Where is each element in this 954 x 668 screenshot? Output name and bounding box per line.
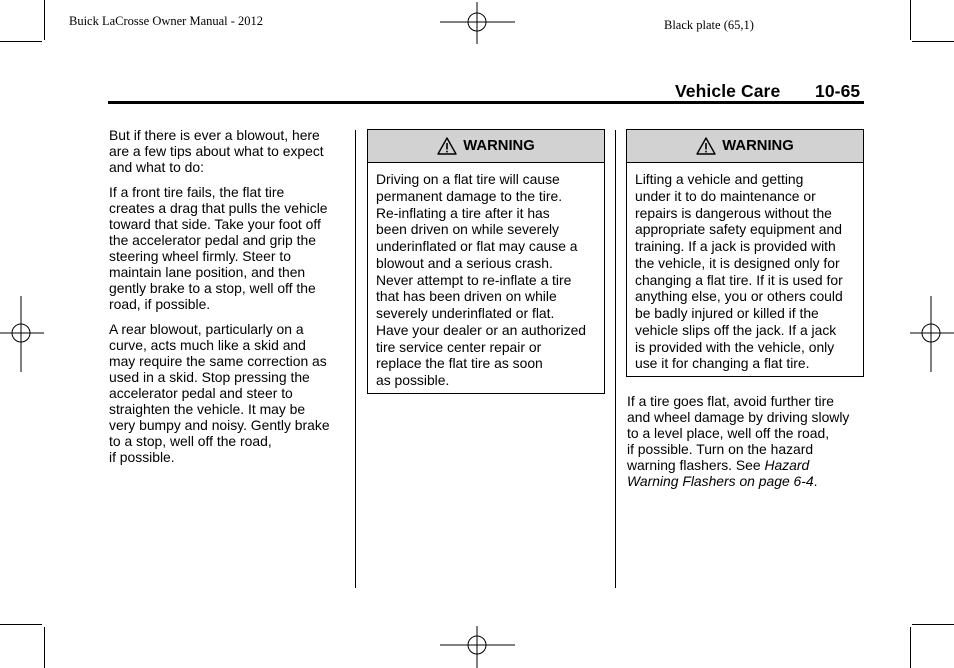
cross-reference-link[interactable]: Hazard	[764, 457, 810, 473]
warning-label: WARNING	[463, 138, 535, 154]
warning-box-2	[626, 129, 864, 377]
warning-label: WARNING	[722, 138, 794, 154]
crop-mark	[44, 627, 45, 668]
registration-mark-bottom	[440, 626, 515, 668]
warning-header	[368, 130, 604, 163]
paragraph-1: But if there is ever a blowout, here are a few tips about what to expect and what to do:	[109, 127, 324, 175]
warning-header	[627, 130, 863, 163]
warning-triangle-icon	[437, 137, 457, 155]
warning-box-1	[367, 129, 605, 394]
column-1	[109, 127, 349, 474]
warning-text: Lifting a vehicle and getting under it to do maintenance or repairs is dangerous without the appropriate safety equipment and training. If a jack is provided with the vehicle, it is designed only for changing a flat tire. If it is used for anything else, you or others could be badly injured or killed if the vehicle slips off the jack. If a jack is provided with the vehicle, only use it for changing a flat tire.	[635, 171, 843, 372]
column-divider	[615, 130, 616, 588]
paragraph-3: A rear blowout, particularly on a curve, acts much like a skid and may require the same correction as used in a skid. Stop pressing the accelerator pedal and steer to straighten the vehicle. It may be very bumpy and noisy. Gently brake to a stop, well off the road, if possible.	[109, 321, 330, 465]
crop-mark	[0, 624, 42, 625]
column-divider	[355, 130, 356, 588]
crop-mark	[912, 624, 954, 625]
plate-label: Black plate (65,1)	[664, 18, 754, 32]
warning-triangle-icon	[696, 137, 716, 155]
registration-mark-top	[440, 2, 515, 44]
section-title: Vehicle Care	[675, 81, 781, 101]
warning-text: Driving on a flat tire will cause permanent damage to the tire. Re-inflating a tire after it has been driven on while severely underinflated or flat may cause a blowout and a serious crash. Never attempt to re-inflate a tire that has been driven on while severely underinflated or flat. Have your dealer or an authorized tire service center repair or replace the flat tire as soon as possible.	[376, 171, 587, 388]
cross-reference-link[interactable]: Warning Flashers on page 6-4	[627, 473, 814, 489]
crop-mark	[910, 627, 911, 668]
registration-mark-left	[0, 296, 44, 372]
page-number: 10-65	[815, 81, 861, 101]
crop-mark	[0, 41, 42, 42]
crop-mark	[912, 41, 954, 42]
registration-mark-right	[910, 296, 954, 372]
paragraph-2: If a front tire fails, the flat tire creates a drag that pulls the vehicle toward that side. Take your foot off the accelerator pedal and grip the steering wheel firmly. Steer to maintain lane position, and then gently brake to a stop, well off the road, if possible.	[109, 184, 328, 312]
column-3-paragraph: If a tire goes flat, avoid further tire and wheel damage by driving slowly to a level place, well off the road, if possible. Turn on the hazard warning flashers. See Hazard Warning Flashers on page 6-4.	[627, 393, 850, 489]
crop-mark	[910, 0, 911, 40]
crop-mark	[44, 0, 45, 40]
manual-title: Buick LaCrosse Owner Manual - 2012	[69, 14, 264, 28]
header-rule	[108, 101, 864, 104]
